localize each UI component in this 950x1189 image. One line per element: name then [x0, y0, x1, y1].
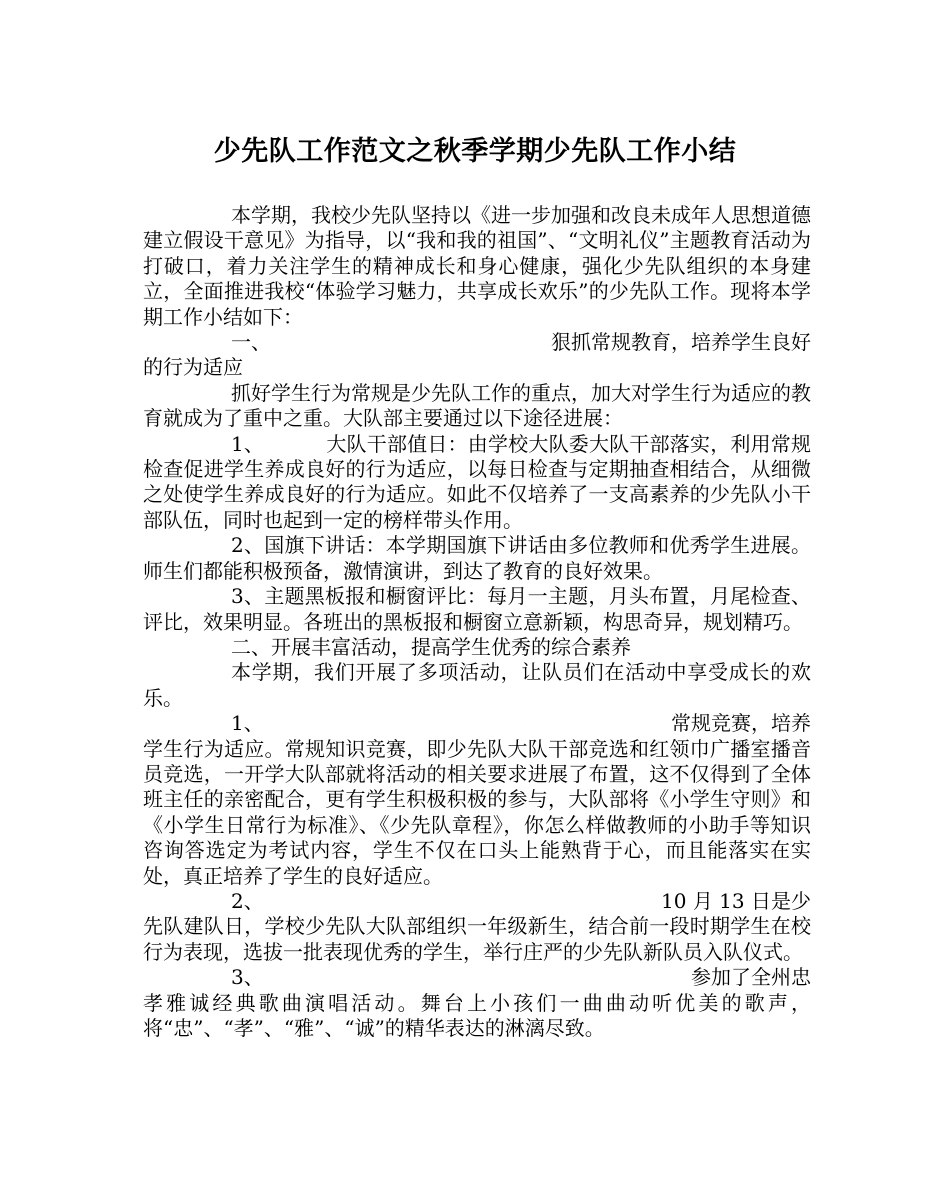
section-one-number: 一、	[231, 330, 271, 355]
activity-3-text-part2: 孝雅诚经典歌曲演唱活动。舞台上小孩们一曲曲动听优美的歌声，将“忠”、“孝”、“雅”、“诚”的精华表达的淋漓尽致。	[143, 990, 811, 1040]
section-one-title-part2: 的行为适应	[143, 355, 243, 380]
activity-2-heading	[143, 889, 811, 914]
activity-1-text-part2: 学生行为适应。常规知识竞赛，即少先队大队干部竞选和红领巾广播室播音员竞选，一开学大队部就将活动的相关要求进展了布置，这不仅得到了全体班主任的亲密配合，更有学生积极积极的参与，大队部将《小学生守则》和《小学生日常行为标准》、《少先队章程》，你怎么样做教师的小助手等知识咨询答选定为考试内容，学生不仅在口头上能熟背于心，而且能落实在实处，真正培养了学生的良好适应。	[143, 736, 811, 888]
section-one-title-part1: 狠抓常规教育，培养学生良好	[551, 330, 811, 355]
list-item-1-text: 大队干部值日：由学校大队委大队干部落实，利用常规检查促进学生养成良好的行为适应，以每日检查与定期抽查相结合，从细微之处使学生养成良好的行为适应。如此不仅培养了一支高素养的少先队小干部队伍，同时也起到一定的榜样带头作用。	[143, 431, 812, 532]
activity-2-text-part2: 先队建队日，学校少先队大队部组织一年级新生，结合前一段时期学生在校行为表现，选拔一批表现优秀的学生，举行庄严的少先队新队员入队仪式。	[143, 914, 811, 964]
list-item-1-number: 1、	[231, 431, 265, 456]
section-two-paragraph: 本学期，我们开展了多项活动，让队员们在活动中享受成长的欢乐。	[143, 660, 811, 710]
section-one-heading	[143, 330, 811, 355]
activity-3-number: 3、	[231, 965, 264, 990]
document-title: 少先队工作范文之秋季学期少先队工作小结	[213, 136, 737, 167]
activity-1-number: 1、	[231, 711, 264, 736]
list-item-2: 2、国旗下讲话：本学期国旗下讲话由多位教师和优秀学生进展。师生们都能积极预备，激情演讲，到达了教育的良好效果。	[143, 533, 811, 583]
section-two-heading: 二、开展丰富活动，提高学生优秀的综合素养	[231, 634, 631, 659]
intro-paragraph: 本学期，我校少先队坚持以《进一步加强和改良未成年人思想道德建立假设干意见》为指导，以“我和我的祖国”、“文明礼仪”主题教育活动为打破口，着力关注学生的精神成长和身心健康，强化少先队组织的本身建立，全面推进我校“体验学习魅力，共享成长欢乐”的少先队工作。现将本学期工作小结如下：	[143, 203, 811, 329]
activity-1-heading	[143, 711, 811, 736]
list-item-3: 3、主题黑板报和橱窗评比：每月一主题，月头布置，月尾检查、评比，效果明显。各班出的黑板报和橱窗立意新颖，构思奇异，规划精巧。	[143, 584, 811, 634]
activity-3-text-part1: 参加了全州忠	[691, 965, 811, 990]
activity-2-number: 2、	[231, 888, 264, 913]
list-item-1	[143, 432, 811, 534]
activity-2-text-part1: 10 月 13 日是少	[661, 888, 811, 913]
section-one-paragraph: 抓好学生行为常规是少先队工作的重点，加大对学生行为适应的教育就成为了重中之重。大队部主要通过以下途径进展：	[143, 380, 811, 431]
activity-1-text-part1: 常规竞赛，培养	[671, 711, 811, 736]
activity-3-heading	[143, 965, 811, 990]
document-body	[143, 203, 811, 1041]
